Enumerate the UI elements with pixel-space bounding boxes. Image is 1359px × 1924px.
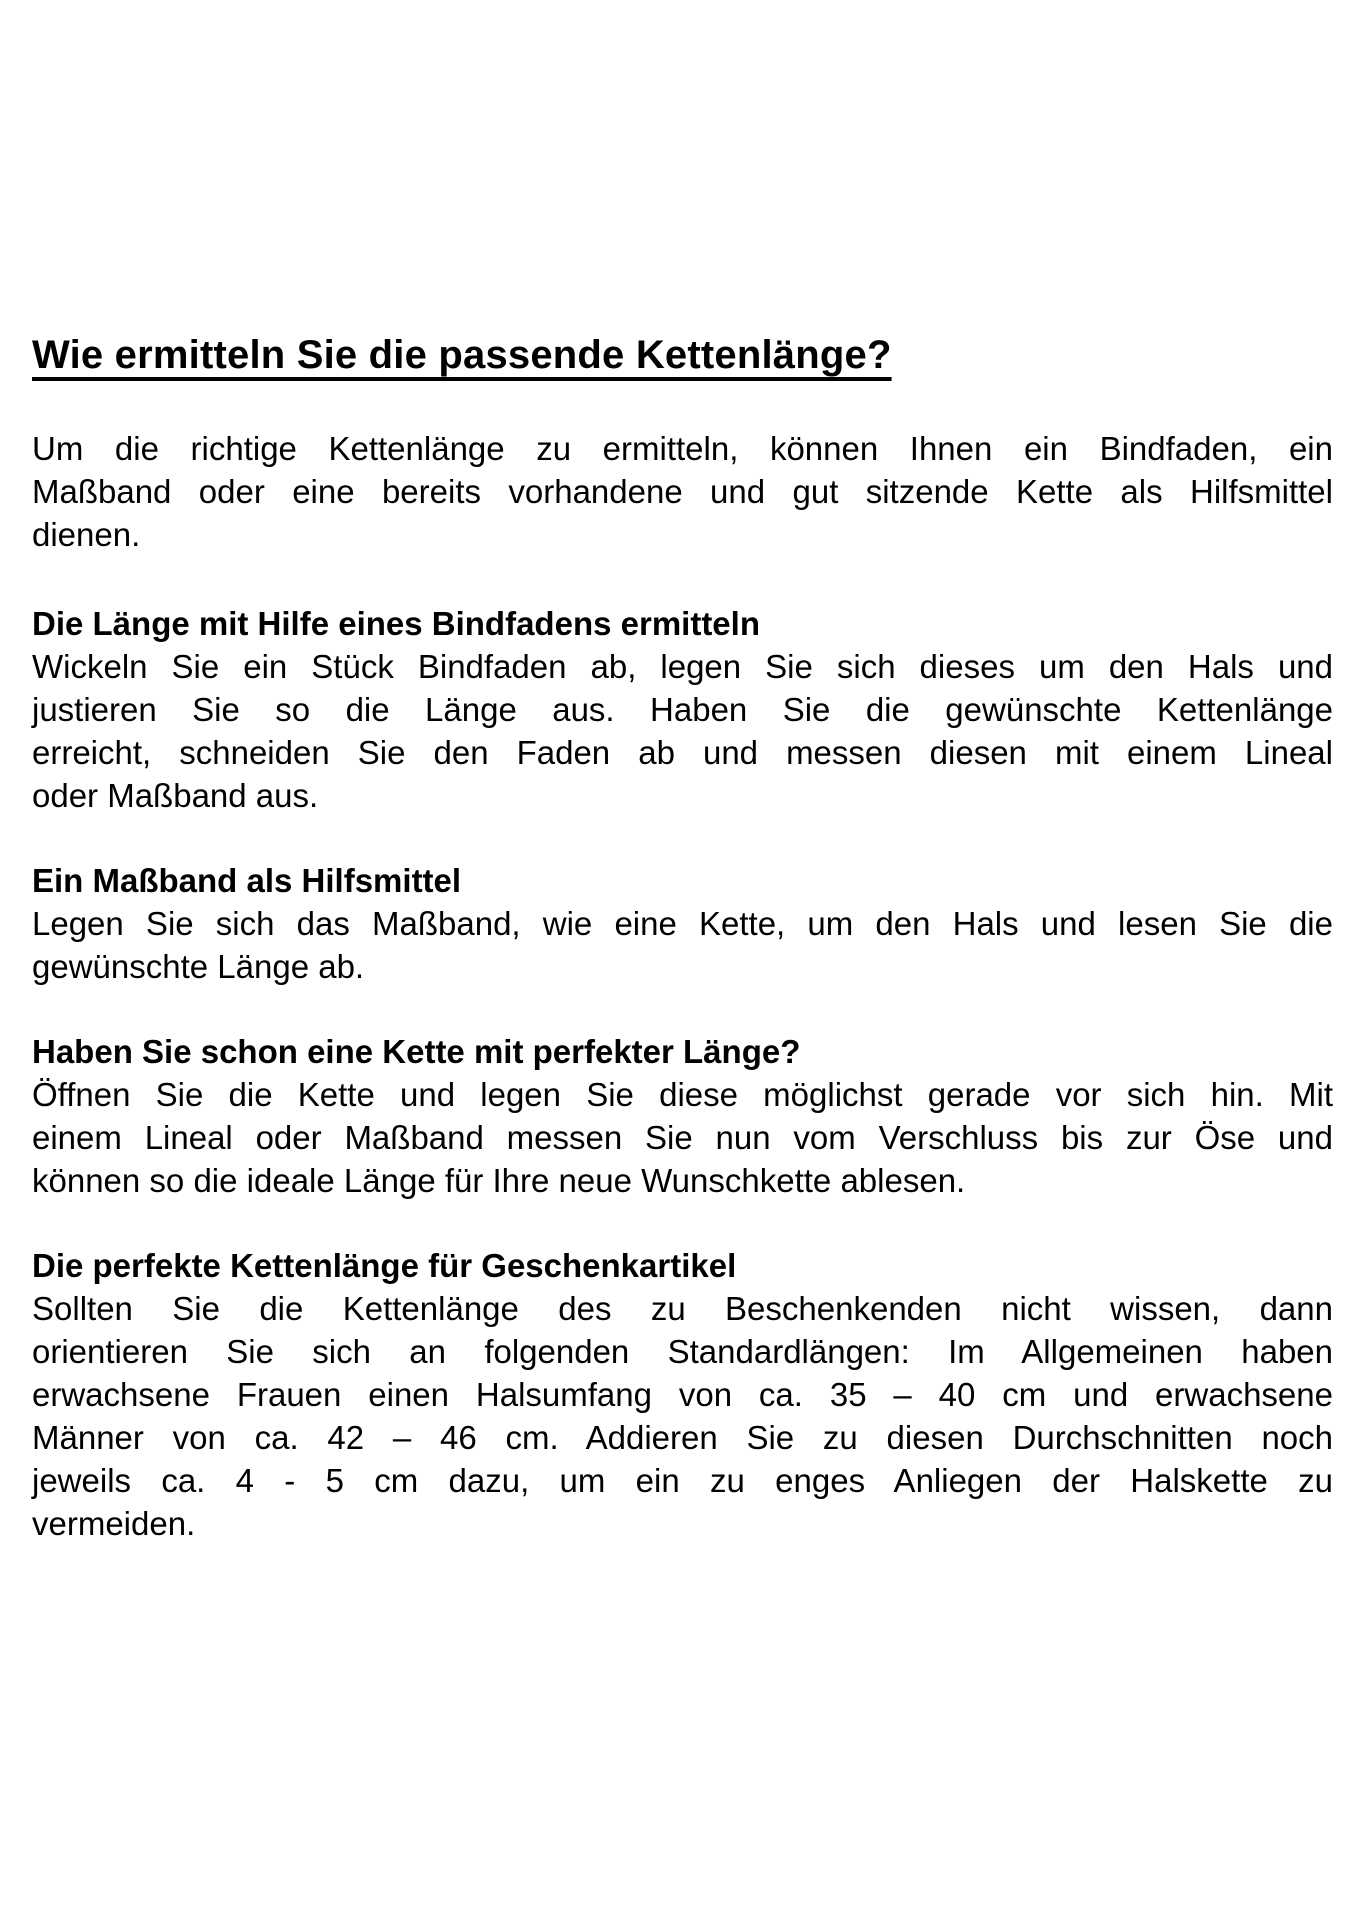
section-heading: Die perfekte Kettenlänge für Geschenkartikel xyxy=(32,1247,737,1284)
page-title: Wie ermitteln Sie die passende Kettenlänge? xyxy=(32,333,892,377)
section-paragraph xyxy=(32,1287,1333,1545)
paragraph-line: gewünschte Länge ab. xyxy=(32,948,365,985)
paragraph-line: erreicht, schneiden Sie den Faden ab und messen diesen mit einem Lineal xyxy=(32,734,1333,771)
section-paragraph xyxy=(32,645,1333,817)
section-paragraph xyxy=(32,902,1333,988)
paragraph-line: Sollten Sie die Kettenlänge des zu Beschenkenden nicht wissen, dann xyxy=(32,1290,1333,1327)
paragraph-line: einem Lineal oder Maßband messen Sie nun vom Verschluss bis zur Öse und xyxy=(32,1119,1333,1156)
section-bindfaden xyxy=(32,602,1333,817)
section-paragraph xyxy=(32,1073,1333,1202)
paragraph-line: Maßband oder eine bereits vorhandene und gut sitzende Kette als Hilfsmittel xyxy=(32,473,1333,510)
paragraph-line: jeweils ca. 4 - 5 cm dazu, um ein zu enges Anliegen der Halskette zu xyxy=(32,1462,1333,1499)
paragraph-line: oder Maßband aus. xyxy=(32,777,319,814)
paragraph-line: vermeiden. xyxy=(32,1505,196,1542)
paragraph-line: Legen Sie sich das Maßband, wie eine Kette, um den Hals und lesen Sie die xyxy=(32,905,1333,942)
section-vorhandene-kette xyxy=(32,1030,1333,1202)
section-massband xyxy=(32,859,1333,988)
paragraph-line: dienen. xyxy=(32,516,141,553)
section-heading: Die Länge mit Hilfe eines Bindfadens ermitteln xyxy=(32,605,760,642)
section-heading: Haben Sie schon eine Kette mit perfekter Länge? xyxy=(32,1033,801,1070)
intro-paragraph xyxy=(32,427,1333,556)
paragraph-line: Öffnen Sie die Kette und legen Sie diese möglichst gerade vor sich hin. Mit xyxy=(32,1076,1333,1113)
paragraph-line: orientieren Sie sich an folgenden Standardlängen: Im Allgemeinen haben xyxy=(32,1333,1333,1370)
paragraph-line: justieren Sie so die Länge aus. Haben Sie die gewünschte Kettenlänge xyxy=(32,691,1333,728)
paragraph-line: Wickeln Sie ein Stück Bindfaden ab, legen Sie sich dieses um den Hals und xyxy=(32,648,1333,685)
section-geschenkartikel xyxy=(32,1244,1333,1545)
paragraph-line: können so die ideale Länge für Ihre neue Wunschkette ablesen. xyxy=(32,1162,966,1199)
paragraph-line: Um die richtige Kettenlänge zu ermitteln, können Ihnen ein Bindfaden, ein xyxy=(32,430,1333,467)
paragraph-line: erwachsene Frauen einen Halsumfang von ca. 35 – 40 cm und erwachsene xyxy=(32,1376,1333,1413)
document-content xyxy=(32,330,1333,1545)
section-heading: Ein Maßband als Hilfsmittel xyxy=(32,862,462,899)
paragraph-line: Männer von ca. 42 – 46 cm. Addieren Sie zu diesen Durchschnitten noch xyxy=(32,1419,1333,1456)
